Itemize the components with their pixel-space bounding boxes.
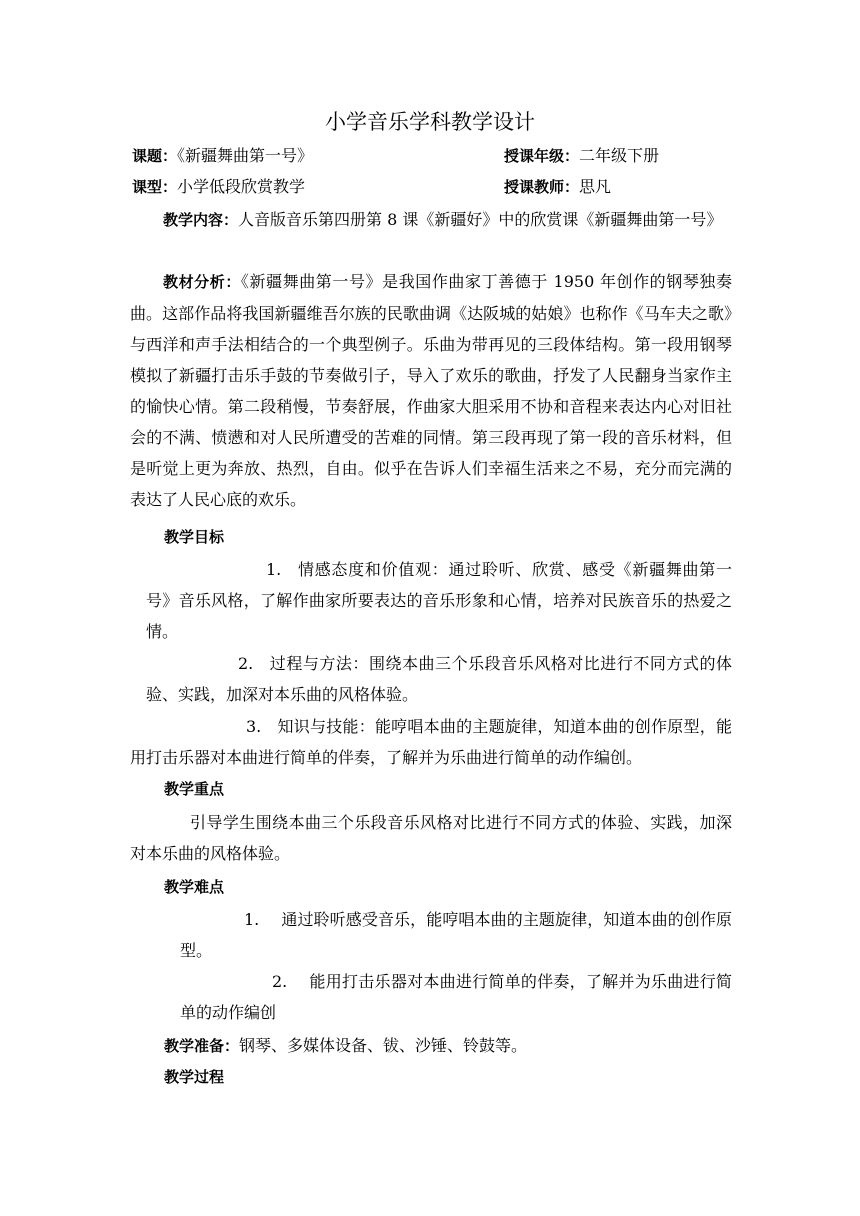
objectives-heading: 教学目标 bbox=[164, 528, 225, 546]
meta-row-type bbox=[132, 172, 732, 202]
grade-value: 二年级下册 bbox=[579, 146, 660, 165]
type-value: 小学低段欣赏教学 bbox=[177, 177, 306, 196]
teacher-label: 授课教师： bbox=[504, 178, 580, 196]
preparation-text: 钢琴、多媒体设备、钹、沙锤、铃鼓等。 bbox=[239, 1036, 528, 1055]
difficulty-text: 通过聆听感受音乐，能哼唱本曲的主题旋律，知道本曲的创作原型。 bbox=[180, 910, 732, 960]
preparation-label: 教学准备： bbox=[164, 1037, 240, 1055]
objective-number: 3. bbox=[246, 717, 262, 736]
type-label: 课型： bbox=[132, 178, 178, 196]
grade-label: 授课年级： bbox=[504, 147, 580, 165]
difficulty-item bbox=[180, 966, 732, 1028]
process-heading: 教学过程 bbox=[164, 1068, 225, 1086]
topic-label: 课题： bbox=[132, 147, 178, 165]
teaching-content bbox=[130, 204, 732, 236]
grade-field bbox=[504, 141, 659, 171]
material-analysis-text: 《新疆舞曲第一号》是我国作曲家丁善德于 1950 年创作的钢琴独奏曲。这部作品将我国新疆维吾尔族的民歌曲调《达阪城的姑娘》也称作《马车夫之歌》与西洋和声手法相结合的一个典型例子。乐曲为带再见的三段体结构。第一段用钢琴模拟了新疆打击乐手鼓的节奏做引子，导入了欢乐的歌曲，抒发了人民翻身当家作主的愉快心情。第二段稍慢，节奏舒展，作曲家大胆采用不协和音程来表达内心对旧社会的不满、愤懑和对人民所遭受的苦难的同情。第三段再现了第一段的音乐材料，但是听觉上更为奔放、热烈，自由。似乎在告诉人们幸福生活来之不易，充分而完满的表达了人民心底的欢乐。 bbox=[130, 272, 732, 509]
difficulties-heading: 教学难点 bbox=[164, 878, 225, 896]
difficulty-text: 能用打击乐器对本曲进行简单的伴奏，了解并为乐曲进行简单的动作编创 bbox=[180, 972, 732, 1022]
difficulty-number: 1. bbox=[244, 910, 260, 929]
page-title: 小学音乐学科教学设计 bbox=[325, 110, 535, 134]
objective-item bbox=[146, 648, 732, 710]
objective-number: 1. bbox=[266, 560, 282, 579]
meta-row-topic bbox=[132, 141, 732, 171]
difficulty-item bbox=[180, 904, 732, 966]
teacher-field bbox=[504, 172, 611, 202]
teacher-value: 思凡 bbox=[579, 177, 612, 196]
teaching-content-label: 教学内容： bbox=[163, 211, 239, 229]
type-field bbox=[132, 172, 305, 202]
difficulty-number: 2. bbox=[272, 972, 288, 991]
topic-value: 《新疆舞曲第一号》 bbox=[177, 146, 314, 165]
objective-number: 2. bbox=[238, 654, 254, 673]
objective-text: 知识与技能：能哼唱本曲的主题旋律，知道本曲的创作原型，能用打击乐器对本曲进行简单的伴奏，了解并为乐曲进行简单的动作编创。 bbox=[130, 717, 732, 767]
material-analysis-label: 教材分析： bbox=[163, 273, 241, 291]
key-points-text: 引导学生围绕本曲三个乐段音乐风格对比进行不同方式的体验、实践，加深对本乐曲的风格体验。 bbox=[130, 813, 732, 863]
preparation bbox=[164, 1030, 732, 1062]
key-points-heading: 教学重点 bbox=[164, 780, 225, 798]
objective-text: 情感态度和价值观：通过聆听、欣赏、感受《新疆舞曲第一号》音乐风格，了解作曲家所要表达的音乐形象和心情，培养对民族音乐的热爱之情。 bbox=[146, 560, 732, 641]
teaching-content-text: 人音版音乐第四册第 8 课《新疆好》中的欣赏课《新疆舞曲第一号》 bbox=[238, 210, 723, 229]
objective-text: 过程与方法：围绕本曲三个乐段音乐风格对比进行不同方式的体验、实践，加深对本乐曲的风格体验。 bbox=[146, 654, 732, 704]
topic-field bbox=[132, 141, 313, 171]
material-analysis bbox=[130, 266, 732, 515]
objective-item bbox=[130, 711, 732, 773]
objective-item bbox=[146, 554, 732, 647]
